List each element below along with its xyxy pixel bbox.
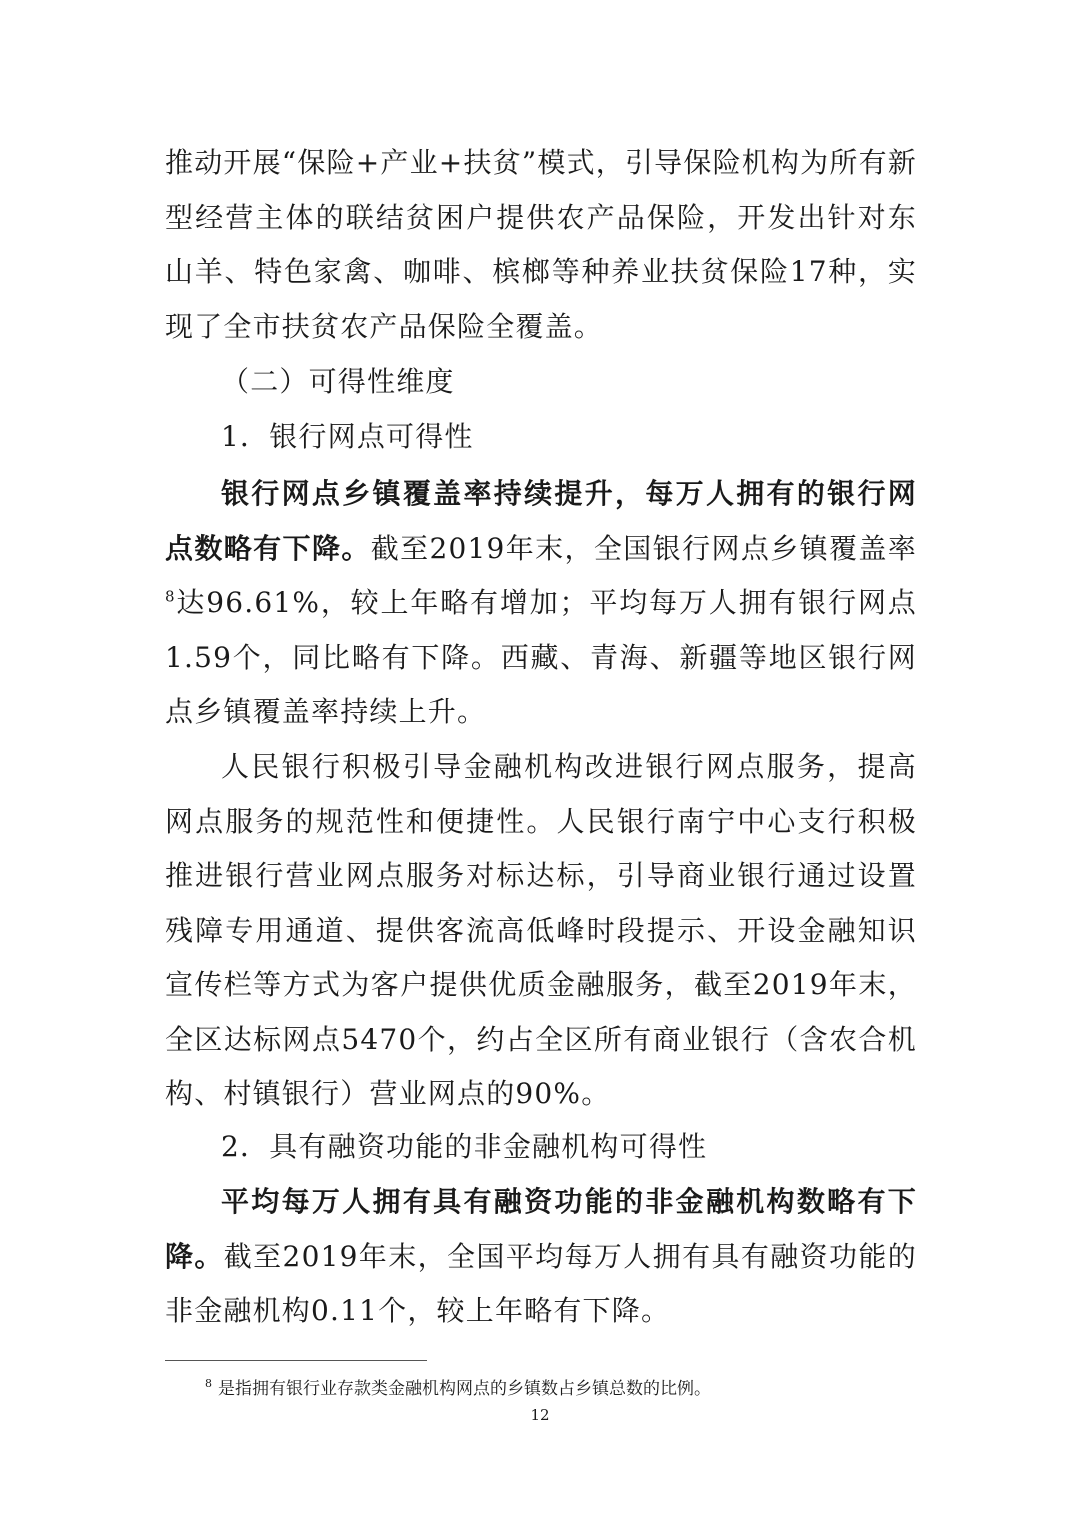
paragraph-insurance-poverty: 推动开展“保险+产业+扶贫”模式，引导保险机构为所有新型经营主体的联结贫困户提供农产品保险，开发出针对东山羊、特色家禽、咖啡、槟榔等种养业扶贫保险17种，实现了全市扶贫农产品保险全覆盖。 (165, 146, 917, 343)
body-bank-coverage-part1: 截至2019年末，全国银行网点乡镇覆盖率 (370, 531, 917, 565)
footnote-text: 是指拥有银行业存款类金融机构网点的乡镇数占乡镇总数的比例。 (218, 1379, 711, 1399)
footnote-reference-8[interactable]: 8 (165, 587, 176, 606)
subsection-heading-bank-outlets: 1．银行网点可得性 (221, 420, 474, 453)
paragraph-bank-outlet-coverage (165, 467, 917, 740)
footnote-8 (205, 1377, 711, 1401)
bold-lead-bank-outlets: 银行网点乡镇覆盖率持续提升，每万人拥有的银行网点数略有下降。 (165, 477, 917, 565)
body-nonfinancial: 截至2019年末，全国平均每万人拥有具有融资功能的非金融机构0.11个，较上年略有下降。 (165, 1239, 917, 1327)
footnote-divider (165, 1360, 427, 1361)
footnote-marker: 8 (205, 1377, 212, 1391)
bold-lead-nonfinancial: 平均每万人拥有具有融资功能的非金融机构数略有下降。 (165, 1185, 917, 1273)
paragraph-nanning-branch-services: 人民银行积极引导金融机构改进银行网点服务，提高网点服务的规范性和便捷性。人民银行南宁中心支行积极推进银行营业网点服务对标达标，引导商业银行通过设置残障专用通道、提供客流高低峰时段提示、开设金融知识宣传栏等方式为客户提供优质金融服务，截至2019年末，全区达标网点5470个，约占全区所有商业银行（含农合机构、村镇银行）营业网点的90%。 (165, 750, 917, 1110)
section-heading-availability: （二）可得性维度 (221, 365, 455, 398)
body-bank-coverage-part2: 达96.61%，较上年略有增加；平均每万人拥有银行网点1.59个，同比略有下降。西藏、青海、新疆等地区银行网点乡镇覆盖率持续上升。 (165, 586, 917, 728)
page-number: 12 (530, 1406, 550, 1424)
paragraph-nonfinancial-institutions (165, 1175, 917, 1339)
subsection-heading-nonfinancial-institutions: 2．具有融资功能的非金融机构可得性 (221, 1130, 708, 1163)
